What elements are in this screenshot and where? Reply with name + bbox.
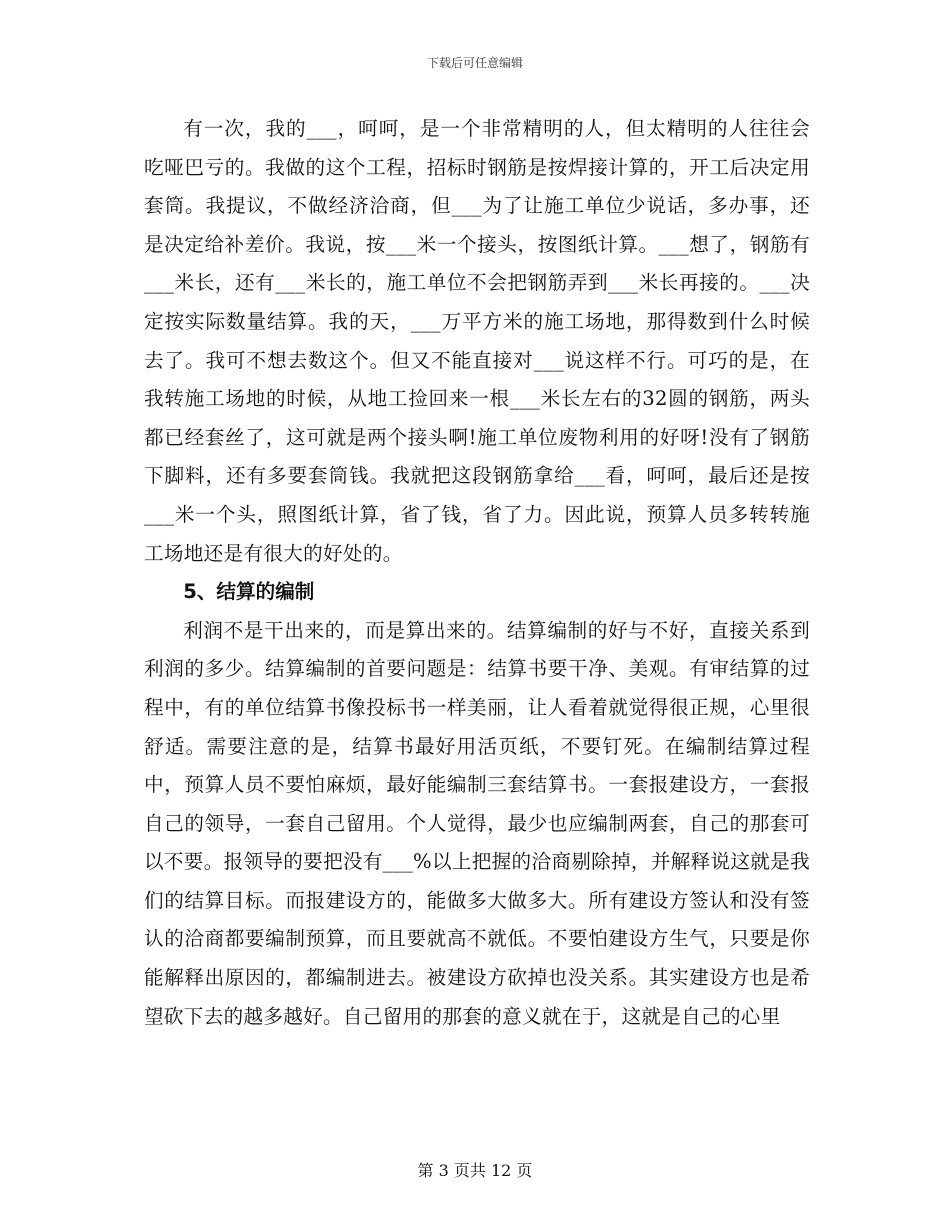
body-paragraph-2: 利润不是干出来的，而是算出来的。结算编制的好与不好，直接关系到利润的多少。结算编制的首要问题是：结算书要干净、美观。有审结算的过程中，有的单位结算书像投标书一样美丽，让人看着就觉得很正规，心里很舒适。需要注意的是，结算书最好用活页纸，不要钉死。在编制结算过程中，预算人员不要怕麻烦，最好能编制三套结算书。一套报建设方，一套报自己的领导，一套自己留用。个人觉得，最少也应编制两套，自己的那套可以不要。报领导的要把没有___%以上把握的洽商剔除掉，并解释说这就是我们的结算目标。而报建设方的，能做多大做多大。所有建设方签认和没有签认的洽商都要编制预算，而且要就高不就低。不要怕建设方生气，只要是你能解释出原因的，都编制进去。被建设方砍掉也没关系。其实建设方也是希望砍下去的越多越好。自己留用的那套的意义就在于，这就是自己的心里 [144, 618, 810, 1028]
page-header: 下载后可任意编辑 [426, 56, 523, 70]
page-number: 第 3 页共 12 页 [417, 1161, 533, 1180]
section-heading: 5、结算的编制 [183, 580, 315, 604]
document-body [144, 110, 810, 1036]
body-paragraph-1: 有一次，我的___，呵呵，是一个非常精明的人，但太精明的人往往会吃哑巴亏的。我做的这个工程，招标时钢筋是按焊接计算的，开工后决定用套筒。我提议，不做经济洽商，但___为了让施工单位少说话，多办事，还是决定给补差价。我说，按___米一个接头，按图纸计算。___想了，钢筋有___米长，还有___米长的，施工单位不会把钢筋弄到___米长再接的。___决定按实际数量结算。我的天，___万平方米的施工场地，那得数到什么时候去了。我可不想去数这个。但又不能直接对___说这样不行。可巧的是，在我转施工场地的时候，从地工捡回来一根___米长左右的32圆的钢筋，两头都已经套丝了，这可就是两个接头啊!施工单位废物利用的好呀!没有了钢筋下脚料，还有多要套筒钱。我就把这段钢筋拿给___看，呵呵，最后还是按___米一个头，照图纸计算，省了钱，省了力。因此说，预算人员多转转施工场地还是有很大的好处的。 [144, 117, 810, 565]
